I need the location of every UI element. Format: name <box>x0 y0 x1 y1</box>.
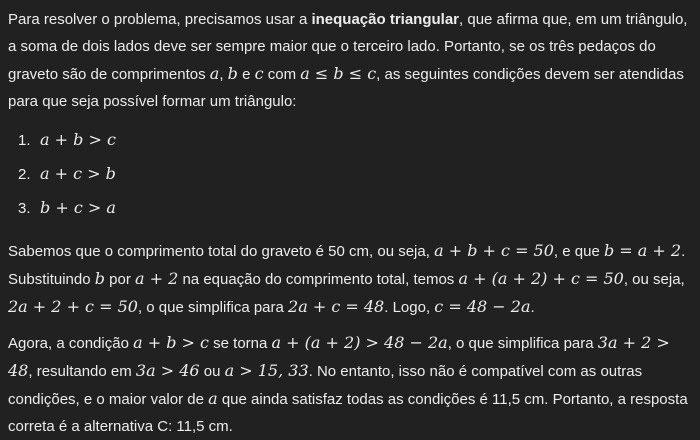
text: , resultando em <box>28 363 136 380</box>
paragraph-substitution <box>8 237 692 321</box>
text: , <box>219 66 228 83</box>
text: , que afirma que, em um triângulo, a soma de dois lados deve ser sempre maior que o terceiro lado. Portanto, se os três pedaços do graveto são de comprimentos <box>8 11 688 83</box>
math-var: b <box>94 269 105 288</box>
text: na equação do comprimento total, temos <box>178 271 459 288</box>
math-var: a <box>209 64 220 83</box>
list-number: 1. <box>18 132 31 149</box>
text: por <box>104 271 135 288</box>
math-condition: a + c > b <box>40 164 116 183</box>
text: , ou seja, <box>623 271 685 288</box>
math-equation: b = a + 2 <box>603 241 682 260</box>
math-inequality: a + (a + 2) > 48 − 2a <box>271 333 448 352</box>
math-equation: a + (a + 2) + c = 50 <box>458 269 624 288</box>
paragraph-intro <box>8 6 692 115</box>
list-item <box>8 123 692 157</box>
text: , o que simplifica para <box>447 335 598 352</box>
text: com <box>263 66 301 83</box>
math-condition: b + c > a <box>40 198 116 217</box>
math-expression: a + 2 <box>135 269 179 288</box>
math-var: c <box>254 64 264 83</box>
text: . No entanto, isso não é compatível com as outras condições, e o maior valor de <box>8 363 643 408</box>
math-inequality: 3a > 46 <box>135 361 200 380</box>
text: . <box>530 299 535 316</box>
text: Sabemos que o comprimento total do graveto é 50 cm, ou seja, <box>8 243 435 260</box>
math-inequality: 3a + 2 > 48 <box>8 333 670 380</box>
math-condition: a + b > c <box>133 333 209 352</box>
condition-list <box>8 123 692 225</box>
text: . Substituindo <box>8 243 686 288</box>
text: Agora, a condição <box>8 335 134 352</box>
paragraph-conclusion <box>8 329 692 440</box>
math-condition: a + b > c <box>40 130 116 149</box>
bold-term: inequação triangular <box>311 11 460 28</box>
text: , e que <box>553 243 604 260</box>
math-inequality: a > 15, 33 <box>224 361 309 380</box>
text: que ainda satisfaz todas as condições é 11,5 cm. Portanto, a resposta correta é a alternativa C: 11,5 cm. <box>8 391 688 435</box>
math-equation: c = 48 − 2a <box>434 297 531 316</box>
text: , as seguintes condições devem ser atendidas para que seja possível formar um triângulo: <box>8 66 684 110</box>
list-item <box>8 191 692 225</box>
list-number: 3. <box>18 200 31 217</box>
math-equation: 2a + c = 48 <box>288 297 385 316</box>
text: , o que simplifica para <box>137 299 289 316</box>
text: Para resolver o problema, precisamos usar a <box>8 11 312 28</box>
math-var: b <box>227 64 238 83</box>
list-number: 2. <box>18 166 31 183</box>
text: ou <box>199 363 225 380</box>
math-inequality: a ≤ b ≤ c <box>300 64 377 83</box>
math-equation: 2a + 2 + c = 50 <box>8 297 138 316</box>
text: se torna <box>209 335 272 352</box>
math-equation: a + b + c = 50 <box>434 241 554 260</box>
math-var: a <box>208 389 218 408</box>
list-item <box>8 157 692 191</box>
text: e <box>237 66 255 83</box>
text: . Logo, <box>384 299 435 316</box>
